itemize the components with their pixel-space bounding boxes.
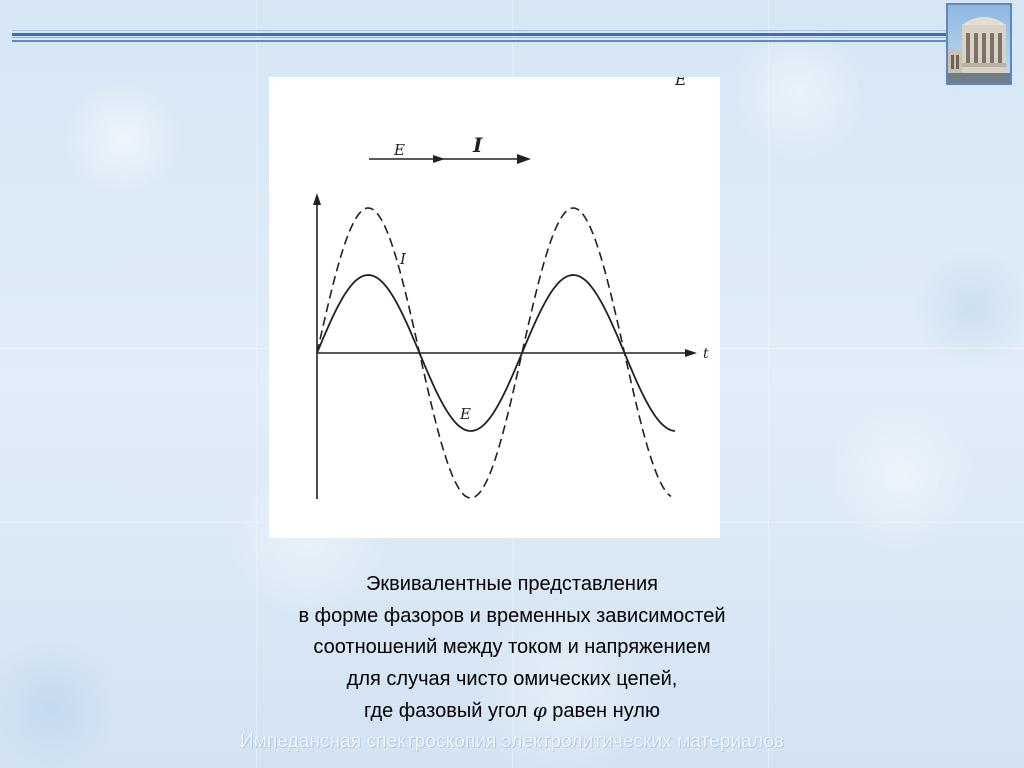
- caption-line: для случая чисто омических цепей,: [346, 667, 678, 690]
- phasor-e-arrow: [369, 155, 445, 163]
- phasor-diagram: [269, 77, 720, 538]
- header-rule: [12, 30, 946, 44]
- phasor-i-label: I: [473, 133, 483, 157]
- footer-title: Импедансная спектроскопия электролитических материалов: [239, 731, 785, 752]
- phasor-diagram-figure: [269, 77, 720, 538]
- caption-text: равен нулю: [546, 700, 660, 722]
- voltage-curve-label: E: [460, 405, 471, 423]
- caption-line: [150, 695, 874, 728]
- caption-line: Эквивалентные представления: [366, 573, 658, 595]
- current-curve-label: I: [400, 250, 406, 268]
- time-axis: [317, 349, 697, 357]
- caption-line: в форме фазоров и временных зависимостей: [298, 604, 726, 627]
- figure-caption: [150, 569, 874, 728]
- time-axis-label: t: [703, 346, 709, 362]
- caption-line: соотношений между током и напряжением: [313, 636, 711, 658]
- caption-text: где фазовый угол: [364, 700, 533, 722]
- phasor-e-label: E: [394, 141, 405, 159]
- corner-label-e: E: [675, 77, 687, 89]
- building-logo-icon: [946, 3, 1012, 85]
- phase-angle-symbol: φ: [532, 698, 547, 722]
- phasor-i-arrow: [435, 154, 531, 164]
